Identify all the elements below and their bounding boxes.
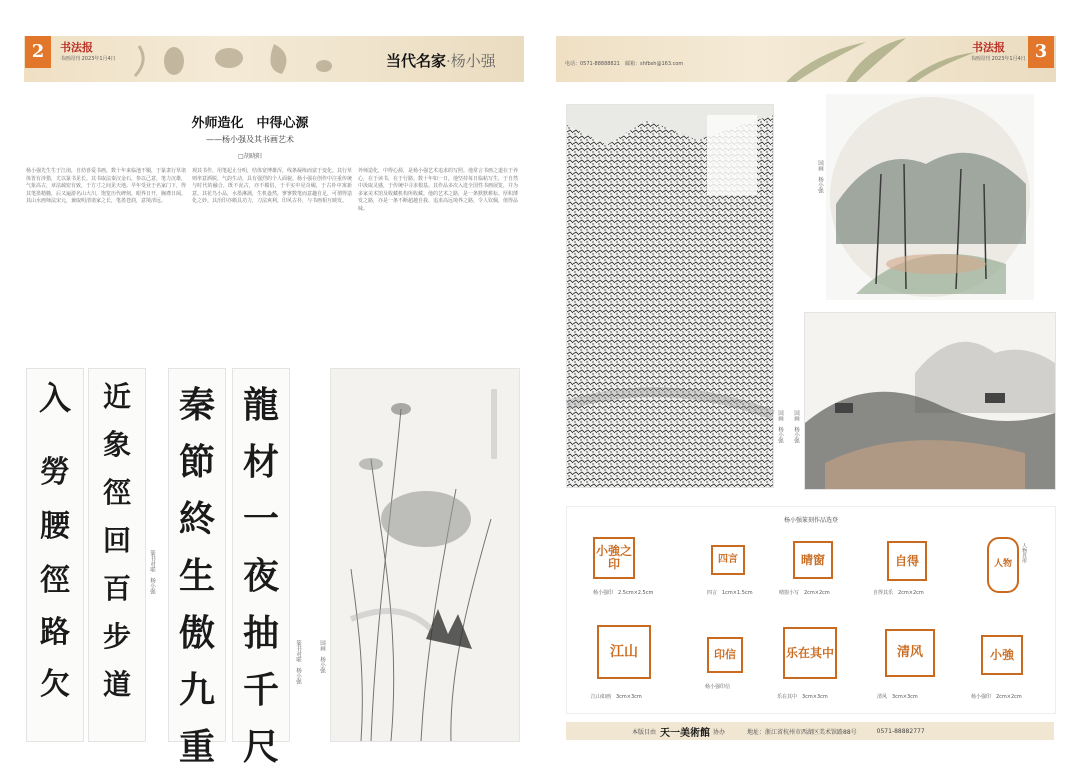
seal-item: 乐在其中 xyxy=(783,627,837,679)
article-author: □胡晓阳 xyxy=(238,153,262,160)
landscape-wide-image xyxy=(805,313,1055,489)
couplet-2-left-char: 秦 xyxy=(178,384,215,426)
calligraphy-couplet-2-left xyxy=(168,368,226,768)
column-title: 当代名家·杨小强 xyxy=(386,52,496,70)
couplet-1-left-char: 欠 xyxy=(40,667,70,702)
seal-item: 晴窗 xyxy=(793,541,833,579)
couplet-2-right-char: 材 xyxy=(242,441,279,483)
sponsor-phone: 0571-88882777 xyxy=(876,727,925,735)
couplet-1-right-char: 象 xyxy=(102,428,131,461)
couplet-1-left-char: 徑 xyxy=(40,563,70,598)
couplet-2-right-char: 抽 xyxy=(242,612,279,654)
couplet-2-right-char: 一 xyxy=(242,498,279,540)
seal-item: 印信 xyxy=(707,637,743,673)
sponsor-suffix: 协办 xyxy=(713,728,726,736)
article-heading xyxy=(180,112,320,160)
calligraphy-couplet-1-left xyxy=(26,368,84,742)
lotus-painting-caption: 国画 杨小强 xyxy=(319,640,325,673)
couplet-1-right-char: 回 xyxy=(102,524,131,557)
page-number-right: 3 xyxy=(1028,36,1054,68)
round-fan-image xyxy=(826,94,1034,300)
sponsor-footer xyxy=(566,722,1054,740)
landscape-wide-painting xyxy=(804,312,1056,490)
seal-item: 四言 xyxy=(711,545,745,575)
couplet-1-right-char: 近 xyxy=(102,380,131,413)
couplet-2-left-char: 節 xyxy=(178,441,215,483)
couplet-1-left-char: 路 xyxy=(40,615,70,650)
article-column-1: 杨小强先生生于江南，自幼喜爱书画，数十年来临池不辍，于篆隶行草诸体皆有涉猎，尤以篆书见长。其书取法秦汉金石，参以己意，笔力沉雄，气象高古，章法疏密有致，于方寸之间见天地。早年受业于名家门下，得其笔墨精髓，后又遍游名山大川，饱览历代碑刻，眼界日开，胸襟日阔。其山水画师法宋元，兼取明清诸家之长，笔墨苍润，意境清远。 xyxy=(26,168,187,205)
sponsor-name: 天一美術館 xyxy=(660,727,711,739)
couplet-1-caption: 篆书对联 杨小强 xyxy=(149,550,155,594)
couplet-2-right-char: 龍 xyxy=(242,384,279,426)
seal-caption: 杨小强印 2cm×2cm xyxy=(971,694,1022,700)
seal-item: 江山 xyxy=(597,625,651,679)
seal-caption: 晴窗小写 2cm×2cm xyxy=(779,590,830,596)
article-column-3: 外师造化，中得心源，是杨小强艺术追求的写照。他常言书画之道在于养心，在于读书，在于行路。数十年如一日，他坚持每日临帖写生，于自然中汲取灵感，于传统中寻求根基。其作品多次入选全国性书画展览，并为多家美术馆及收藏机构所收藏。他的艺术之路，是一条默默耕耘、厚积薄发之路，亦是一条不断超越自我、追求高远境界之路，令人钦佩，值得品味。 xyxy=(358,168,519,212)
seal-caption: 杨小强印 2.5cm×2.5cm xyxy=(593,590,654,596)
sponsor-prefix: 本版目由 xyxy=(632,728,657,736)
couplet-1-right-char: 步 xyxy=(102,620,131,653)
seal-section-title: 杨小强篆刻作品选登 xyxy=(783,517,838,524)
ink-painting-lotus xyxy=(330,368,520,742)
couplet-2-left-char: 重 xyxy=(178,726,215,768)
seal-caption: 江山如画 3cm×3cm xyxy=(591,694,642,700)
seal-caption: 四言 1cm×1.5cm xyxy=(707,590,753,596)
seal-item: 人物 xyxy=(987,537,1019,593)
lotus-painting-image xyxy=(331,369,519,741)
column-title-text: 当代名家 xyxy=(386,52,447,70)
issue-line-left: 书画周刊 2023年1月4日 xyxy=(60,56,116,62)
seal-caption: 乐在其中 3cm×3cm xyxy=(777,694,828,700)
couplet-2-left-char: 九 xyxy=(178,669,215,711)
seal-caption: 人物肖形 xyxy=(1021,543,1027,563)
couplet-1-left-char: 勞 xyxy=(40,455,70,490)
seal-item: 小強 xyxy=(981,635,1023,675)
couplet-2-left-char: 生 xyxy=(178,555,215,597)
article-title: 外师造化 中得心源 xyxy=(191,116,309,131)
seal-item: 自得 xyxy=(887,541,927,581)
seal-caption: 自得其乐 2cm×2cm xyxy=(873,590,924,596)
header-contact: 电话：0571-88888821 邮箱：shfbsh@163.com xyxy=(565,61,684,67)
landscape-scroll-image xyxy=(567,105,773,487)
seal-item: 小強之印 xyxy=(593,537,635,579)
seal-item: 清风 xyxy=(885,629,935,677)
couplet-2-left-char: 終 xyxy=(178,498,215,540)
couplet-2-right-char: 夜 xyxy=(242,555,279,597)
article-column-2: 观其书作，用笔起止分明，结体宽博雄浑，线条凝练而富于变化。其行草则率意洒脱，气韵生动，具有强烈的个人面貌。杨小强在创作中注重传统与时代的融合，既不泥古，亦不媚俗，于平实中见奇崛，于古朴中寓新意。其花鸟小品，水墨淋漓，生机盎然，寥寥数笔而意趣自足，可谓得造化之妙。其治印亦颇具功力，刀法爽利，印风古朴，与书画相互映发。 xyxy=(192,168,353,205)
seal-section xyxy=(566,506,1056,714)
newspaper-logo-right: 书法报 xyxy=(972,41,1005,54)
page-number-left: 2 xyxy=(25,36,51,68)
calligraphy-couplet-1-right xyxy=(88,368,146,742)
issue-line-right: 书画周刊 2023年1月4日 xyxy=(970,56,1026,62)
couplet-1-right-char: 道 xyxy=(102,668,131,701)
couplet-2-right-char: 尺 xyxy=(242,726,279,768)
article-subtitle: ——杨小强及其书画艺术 xyxy=(206,135,294,144)
seal-caption: 杨小强印信 xyxy=(705,684,731,690)
sponsor-address: 地址：浙江省杭州市西湖区美术馆路88号 xyxy=(747,728,857,736)
couplet-1-right-char: 百 xyxy=(102,572,131,605)
couplet-1-right-char: 徑 xyxy=(102,476,131,509)
newspaper-logo-left: 书法报 xyxy=(60,41,93,54)
calligraphy-couplet-2-right xyxy=(232,368,290,768)
landscape-scroll-painting xyxy=(566,104,774,488)
couplet-2-right-char: 千 xyxy=(242,669,279,711)
column-name: 杨小强 xyxy=(450,52,496,70)
landscape-scroll-caption: 国画 杨小强 xyxy=(777,410,783,443)
seal-caption: 清风 3cm×3cm xyxy=(877,694,918,700)
couplet-2-left-char: 傲 xyxy=(178,612,215,654)
couplet-1-left-char: 腰 xyxy=(40,509,70,544)
round-fan-caption: 国画 杨小强 xyxy=(817,160,823,193)
round-fan-painting xyxy=(826,94,1034,300)
landscape-wide-caption: 国画 杨小强 xyxy=(793,410,799,443)
couplet-2-caption: 篆书对联 杨小强 xyxy=(295,640,301,684)
couplet-1-left-char: 入 xyxy=(38,379,71,417)
